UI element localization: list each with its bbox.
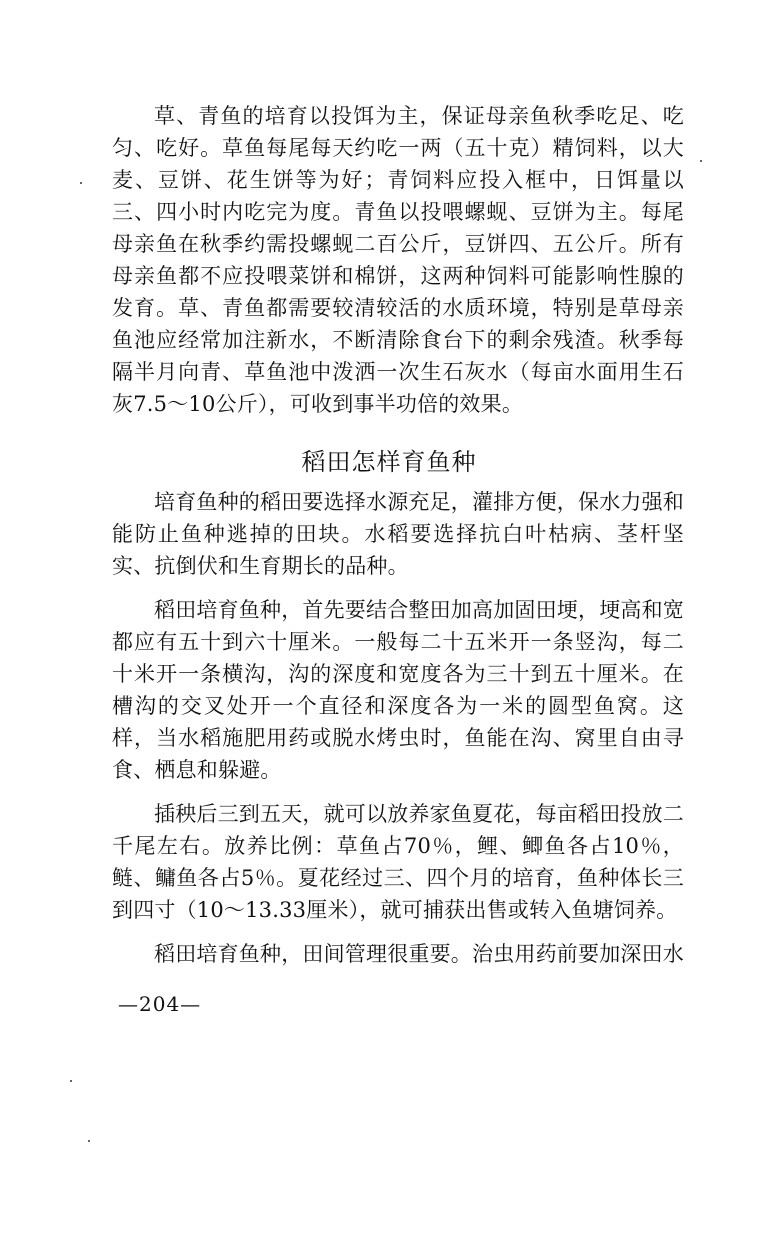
section-body: [112, 486, 684, 982]
paragraph-text: 草、青鱼的培育以投饵为主，保证母亲鱼秋季吃足、吃匀、吃好。草鱼每尾每天约吃一两（五十克）精饲料，以大麦、豆饼、花生饼等为好；青饲料应投入框中，日饵量以三、四小时内吃完为度。青鱼以投喂螺蚬、豆饼为主。每尾母亲鱼在秋季约需投螺蚬二百公斤，豆饼四、五公斤。所有母亲鱼都不应投喂菜饼和棉饼，这两种饲料可能影响性腺的发育。草、青鱼都需要较清较活的水质环境，特别是草母亲鱼池应经常加注新水，不断清除食台下的剩余残渣。秋季每隔半月向青、草鱼池中泼洒一次生石灰水（每亩水面用生石灰7.5～10公斤），可收到事半功倍的效果。: [112, 104, 684, 416]
section-title: 稻田怎样育鱼种: [301, 448, 477, 476]
scan-speck: [70, 1080, 72, 1082]
paragraph-field-management: 稻田培育鱼种，田间管理很重要。治虫用药前要加深田水: [154, 942, 684, 966]
page-number: —204—: [118, 992, 202, 1016]
paragraph-fish-feeding: [112, 100, 684, 420]
scan-speck: [700, 160, 702, 162]
scan-speck: [80, 182, 82, 184]
scan-speck: [88, 1140, 90, 1142]
paragraph-stocking: 插秧后三到五天，就可以放养家鱼夏花，每亩稻田投放二千尾左右。放养比例：草鱼占70％，鲤、鲫鱼各占10％，鲢、鳙鱼各占5％。夏花经过三、四个月的培育，鱼种体长三到四寸（10～13.33厘米），就可捕获出售或转入鱼塘饲养。: [112, 802, 684, 922]
paragraph-rice-field-selection: 培育鱼种的稻田要选择水源充足，灌排方便，保水力强和能防止鱼种逃掉的田块。水稻要选择抗白叶枯病、茎杆坚实、抗倒伏和生育期长的品种。: [112, 490, 684, 578]
paragraph-field-preparation: 稻田培育鱼种，首先要结合整田加高加固田埂，埂高和宽都应有五十到六十厘米。一般每二十五米开一条竖沟，每二十米开一条横沟，沟的深度和宽度各为三十到五十厘米。在槽沟的交叉处开一个直径和深度各为一米的圆型鱼窝。这样，当水稻施肥用药或脱水烤虫时，鱼能在沟、窝里自由寻食、栖息和躲避。: [112, 598, 684, 782]
